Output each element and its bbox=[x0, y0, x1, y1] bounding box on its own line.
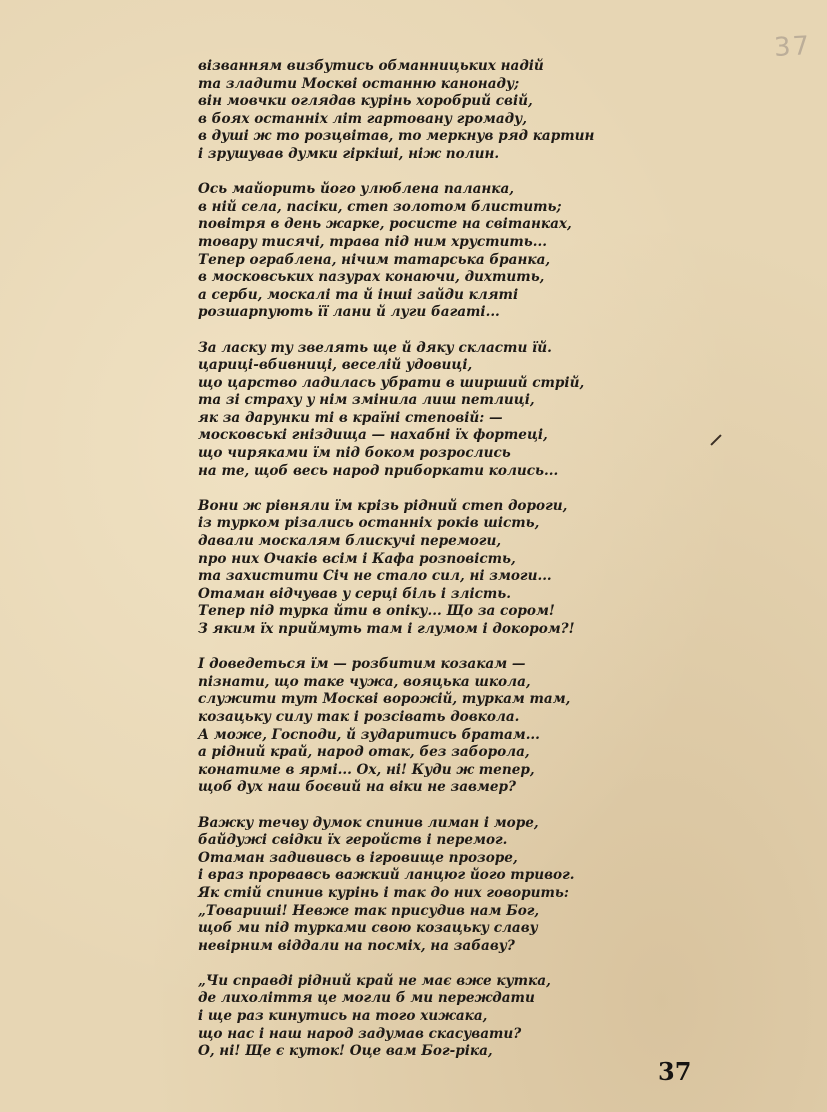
stanza bbox=[198, 973, 558, 1061]
poem-line: в душі ж то розцвітав, то меркнув ряд картин bbox=[198, 128, 595, 145]
poem-line: О, ні! Ще є куток! Оце вам Бог-ріка, bbox=[198, 1043, 493, 1060]
poem-line: і зрушував думки гіркіші, ніж полин. bbox=[198, 145, 500, 162]
poem-line: А може, Господи, й зударитись братам... bbox=[198, 726, 540, 743]
stanza bbox=[198, 339, 585, 481]
poem-line: та зі страху у нім змінила лиш петлиці, bbox=[198, 392, 535, 409]
stanza bbox=[198, 58, 595, 164]
poem-line: що чиряками їм під боком розрослись bbox=[198, 445, 511, 462]
poem-line: візванням визбутись обманницьких надій bbox=[198, 58, 544, 74]
poem-line: конатиме в ярмі... Ох, ні! Куди ж тепер, bbox=[198, 761, 535, 778]
poem-line: як за дарунки ті в країні степовій: — bbox=[198, 409, 503, 426]
poem-line: що царство ладилась убрати в ширший стрій, bbox=[198, 374, 585, 391]
poem-line: а серби, москалі та й інші зайди кляті bbox=[198, 286, 519, 303]
poem-line: Отаман задививсь в ігровище прозоре, bbox=[198, 849, 518, 866]
poem-line: щоб дух наш боєвий на віки не завмер? bbox=[198, 779, 516, 796]
poem-line: За ласку ту звелять ще й дяку скласти їй. bbox=[198, 339, 552, 356]
poem-line: цариці-вбивниці, веселій удовиці, bbox=[198, 357, 473, 374]
pencil-mark bbox=[710, 434, 721, 445]
stanza bbox=[198, 181, 572, 322]
poem-line: Як стій спинив курінь і так до них говорить: bbox=[198, 884, 569, 901]
poem-line: товару тисячі, трава під ним хрустить... bbox=[198, 233, 547, 250]
poem-line: на те, щоб весь народ приборкати колись... bbox=[198, 462, 559, 479]
poem-line: байдужі свідки їх геройств і перемог. bbox=[198, 832, 508, 849]
poem-line: З яким їх приймуть там і глумом і докором?! bbox=[198, 621, 575, 637]
stanza bbox=[198, 656, 571, 797]
poem-line: а рідний край, народ отак, без заборола, bbox=[198, 744, 530, 761]
stanza bbox=[198, 814, 575, 956]
poem-line: розшарпують її лани й луги багаті... bbox=[198, 304, 500, 321]
poem-line: повітря в день жарке, росисте на світанках, bbox=[198, 216, 572, 233]
poem-line: щоб ми під турками свою козацьку славу bbox=[198, 920, 538, 937]
poem-line: І доведеться їм — розбитим козакам — bbox=[198, 656, 526, 673]
poem-line: Отаман відчував у серці біль і злість. bbox=[198, 585, 511, 602]
poem-line: де лихоліття це могли б ми переждати bbox=[198, 990, 535, 1007]
poem-line: в боях останніх літ гартовану громаду, bbox=[198, 110, 527, 127]
poem-line: та зладити Москві останню канонаду; bbox=[198, 75, 520, 92]
poem-line: в московських пазурах конаючи, дихтить, bbox=[198, 269, 545, 286]
handwritten-page-number: 37 bbox=[773, 31, 812, 63]
poem-line: пізнати, що таке чужа, вояцька школа, bbox=[198, 673, 531, 690]
poem-line: що нас і наш народ задумав скасувати? bbox=[198, 1025, 522, 1042]
poem-line: давали москалям блискучі перемоги, bbox=[198, 533, 502, 550]
poem-line: і враз прорвавсь важкий ланцюг його тривог. bbox=[198, 867, 575, 884]
poem-line: Ось майорить його улюблена паланка, bbox=[198, 181, 515, 198]
poem-line: він мовчки оглядав курінь хоробрий свій, bbox=[198, 93, 533, 110]
poem-text bbox=[198, 58, 595, 1078]
stanza bbox=[198, 497, 575, 639]
poem-line: Тепер ограблена, нічим татарська бранка, bbox=[198, 251, 551, 268]
poem-line: із турком різались останніх років шість, bbox=[198, 515, 540, 532]
poem-line: „Товариші! Невже так присудив нам Бог, bbox=[198, 902, 540, 919]
poem-line: служити тут Москві ворожій, туркам там, bbox=[198, 691, 571, 708]
poem-line: про них Очаків всім і Кафа розповість, bbox=[198, 550, 516, 567]
poem-line: козацьку силу так і розсівать довкола. bbox=[198, 708, 520, 725]
poem-line: Важку течву думок спинив лиман і море, bbox=[198, 814, 539, 831]
poem-line: невірним віддали на посміх, на забаву? bbox=[198, 937, 515, 954]
poem-line: в ній села, пасіки, степ золотом блистить; bbox=[198, 198, 562, 215]
poem-line: Вони ж рівняли їм крізь рідний степ дороги, bbox=[198, 497, 568, 514]
poem-line: „Чи справді рідний край не має вже кутка, bbox=[198, 972, 551, 989]
poem-line: Тепер під турка йти в опіку... Що за сором! bbox=[198, 603, 555, 620]
poem-line: і ще раз кинутись на того хижака, bbox=[198, 1008, 488, 1025]
poem-line: московські гніздища — нахабні їх фортеці, bbox=[198, 427, 548, 444]
poem-line: та захистити Січ не стало сил, ні змоги... bbox=[198, 568, 552, 585]
page-number: 37 bbox=[658, 1057, 692, 1086]
